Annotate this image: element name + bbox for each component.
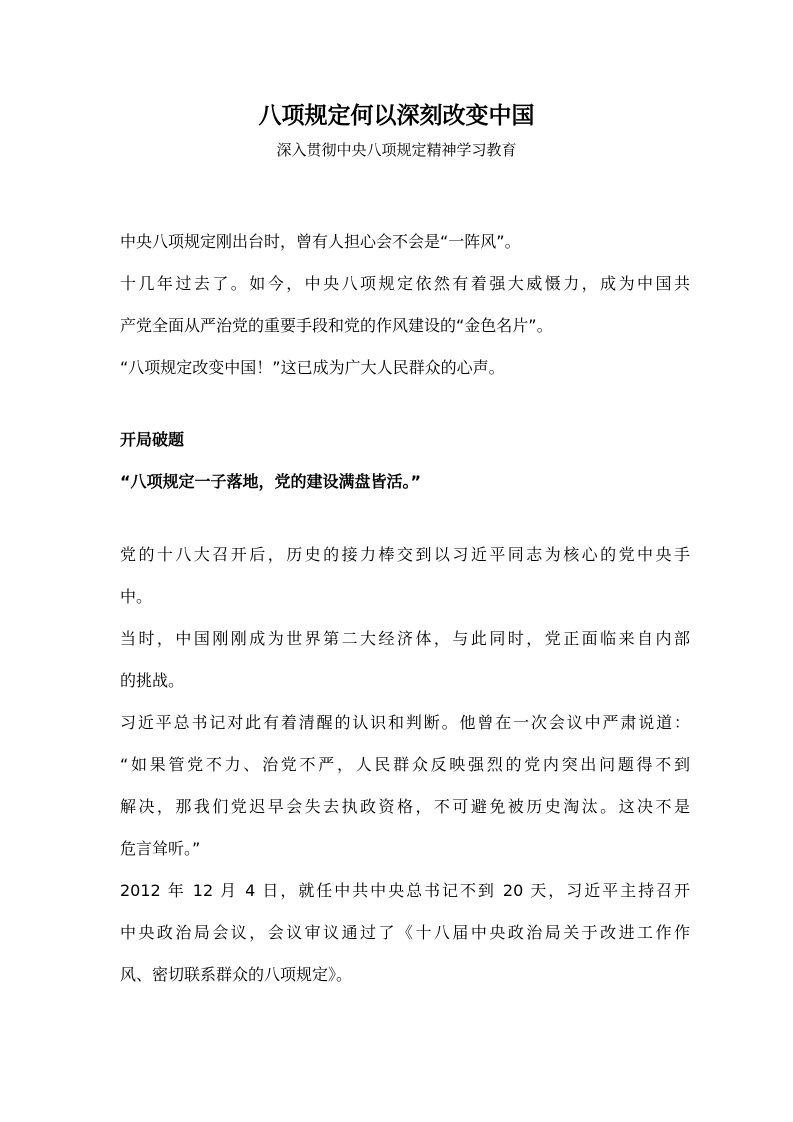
body-paragraph-3-line-4: 危言耸听。” bbox=[120, 839, 201, 858]
body-paragraph-1-line-2: 中。 bbox=[120, 587, 153, 606]
body-paragraph-3-line-1: 习近平总书记对此有着清醒的认识和判断。他曾在一次会议中严肃说道： bbox=[120, 713, 690, 732]
section-quote: “八项规定一子落地，党的建设满盘皆活。” bbox=[120, 472, 422, 491]
intro-paragraph-1: 中央八项规定刚出台时，曾有人担心会不会是“一阵风”。 bbox=[120, 232, 521, 251]
section-heading: 开局破题 bbox=[120, 430, 185, 449]
body-paragraph-3-line-3: 解决，那我们党迟早会失去执政资格，不可避免被历史淘汰。这决不是 bbox=[120, 797, 690, 816]
intro-paragraph-2-line-1: 十几年过去了。如今，中央八项规定依然有着强大威慑力，成为中国共 bbox=[120, 274, 690, 293]
document-title: 八项规定何以深刻改变中国 bbox=[258, 102, 535, 129]
body-paragraph-2-line-1: 当时，中国刚刚成为世界第二大经济体，与此同时，党正面临来自内部 bbox=[120, 629, 690, 648]
body-paragraph-1-line-1: 党的十八大召开后，历史的接力棒交到以习近平同志为核心的党中央手 bbox=[120, 545, 690, 564]
intro-paragraph-2-line-2: 产党全面从严治党的重要手段和党的作风建设的“金色名片”。 bbox=[120, 316, 553, 335]
body-paragraph-4-line-1: 2012 年 12 月 4 日，就任中共中央总书记不到 20 天，习近平主持召开 bbox=[120, 881, 690, 900]
document-subtitle: 深入贯彻中央八项规定精神学习教育 bbox=[276, 141, 517, 159]
body-paragraph-4-line-2: 中央政治局会议，会议审议通过了《十八届中央政治局关于改进工作作 bbox=[120, 923, 690, 942]
body-paragraph-2-line-2: 的挑战。 bbox=[120, 671, 185, 690]
body-paragraph-3-line-2: “如果管党不力、治党不严，人民群众反映强烈的党内突出问题得不到 bbox=[120, 755, 690, 774]
body-paragraph-4-line-3: 风、密切联系群众的八项规定》。 bbox=[120, 965, 353, 984]
intro-paragraph-3: “八项规定改变中国！”这已成为广大人民群众的心声。 bbox=[120, 358, 505, 377]
